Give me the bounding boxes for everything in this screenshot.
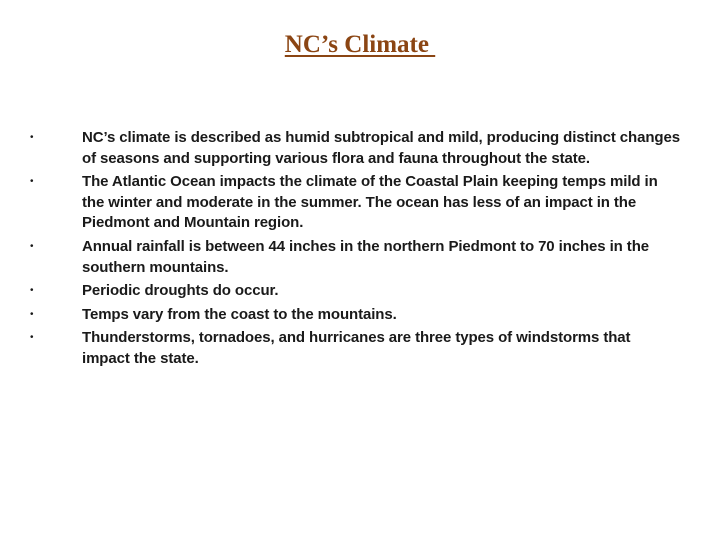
bullet-item [0,305,682,326]
bullet-item [0,172,682,234]
bullet-dot-icon: • [30,308,34,320]
bullet-text: Periodic droughts do occur. [82,282,279,300]
slide-title-text: NC’s Climate [284,31,436,58]
bullet-item [0,281,682,302]
bullet-item [0,328,682,369]
bullet-item [0,237,682,278]
bullet-text: Annual rainfall is between 44 inches in the northern Piedmont to 70 inches in the southern mountains. [82,237,650,276]
bullet-list [0,128,720,370]
bullet-text: NC’s climate is described as humid subtropical and mild, producing distinct changes of seasons and supporting various flora and fauna throughout the state. [82,129,680,167]
bullet-dot-icon: • [30,132,34,143]
bullet-dot-icon: • [30,285,34,297]
bullet-dot-icon: • [30,240,34,252]
bullet-dot-icon: • [30,332,34,344]
bullet-item [0,128,682,169]
bullet-text: Temps vary from the coast to the mountains. [82,305,397,323]
bullet-text: Thunderstorms, tornadoes, and hurricanes are three types of windstorms that impact the state. [82,329,631,367]
bullet-text: The Atlantic Ocean impacts the climate of the Coastal Plain keeping temps mild in the winter and moderate in the summer. The ocean has less of an impact in the Piedmont and Mountain region. [82,173,658,232]
bullet-dot-icon: • [30,176,34,188]
slide-title [0,30,720,60]
